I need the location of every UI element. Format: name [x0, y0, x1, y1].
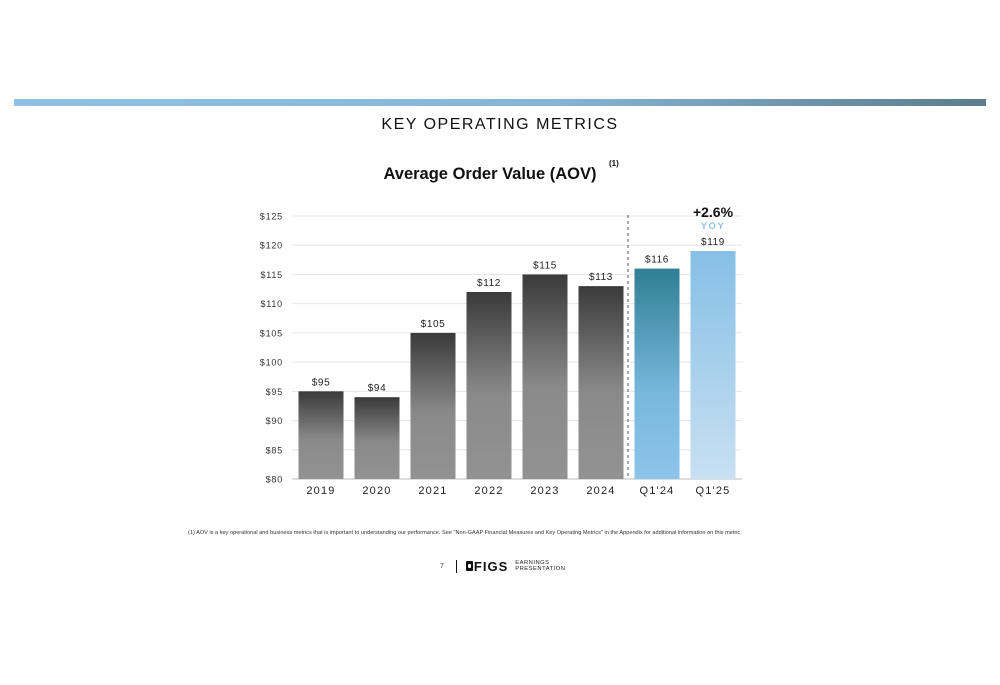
chart-title-footnote-marker: (1): [609, 159, 619, 168]
bar: [299, 391, 344, 479]
bar-value-label: $105: [420, 318, 446, 330]
bar-value-label: $95: [311, 377, 331, 389]
y-tick-label: $80: [265, 474, 283, 485]
figs-logo-text: FIGS: [473, 558, 509, 574]
bar-value-label: $112: [477, 277, 501, 289]
x-tick-label: 2022: [474, 485, 504, 497]
y-tick-label: $90: [265, 416, 283, 427]
bar-value-label: $115: [533, 260, 557, 272]
y-tick-label: $95: [265, 386, 283, 397]
y-tick-label: $120: [259, 240, 283, 251]
bar: [467, 292, 512, 479]
presentation-label-line1: EARNINGS: [515, 560, 550, 566]
figs-logo-icon: [466, 561, 473, 571]
bar: [635, 269, 680, 479]
bar-value-label: $116: [645, 254, 669, 266]
bars: [299, 251, 736, 479]
chart-title: Average Order Value (AOV): [383, 165, 597, 183]
bar: [411, 333, 456, 479]
y-tick-label: $85: [265, 445, 283, 456]
y-axis-ticks: [260, 212, 283, 485]
yoy-change-label: YOY: [700, 221, 726, 232]
x-tick-label: Q1'25: [695, 485, 731, 497]
presentation-label-line2: PRESENTATION: [515, 566, 566, 572]
yoy-change-value: +2.6%: [692, 204, 734, 220]
y-tick-label: $125: [259, 211, 283, 222]
section-title: KEY OPERATING METRICS: [381, 116, 619, 133]
bar-value-label: $94: [367, 383, 387, 395]
footnote: (1) AOV is a key operational and business metrics that is important to understanding our performance. See "Non-GAAP Financial Measures and Key Operating Metrics" in the Appendix for additional information on this metric.: [188, 530, 742, 536]
bar: [579, 286, 624, 479]
y-tick-label: $105: [259, 328, 283, 339]
y-tick-label: $110: [260, 299, 283, 310]
bar: [691, 251, 736, 479]
x-axis-ticks: [306, 485, 730, 497]
footer-divider: [456, 560, 457, 573]
x-tick-label: 2019: [306, 485, 336, 497]
bar-value-label: $113: [589, 272, 613, 284]
x-tick-label: 2020: [362, 485, 392, 497]
page-number: 7: [440, 562, 444, 570]
x-tick-label: 2024: [586, 485, 616, 497]
footer: [440, 558, 565, 574]
bar-value-label: $119: [701, 237, 725, 249]
presentation-label: [515, 560, 565, 572]
y-tick-label: $100: [259, 357, 283, 368]
x-tick-label: 2021: [418, 485, 448, 497]
bar: [523, 274, 568, 479]
y-tick-label: $115: [260, 269, 283, 280]
x-tick-label: Q1'24: [639, 485, 675, 497]
x-tick-label: 2023: [530, 485, 560, 497]
bar: [355, 397, 400, 479]
